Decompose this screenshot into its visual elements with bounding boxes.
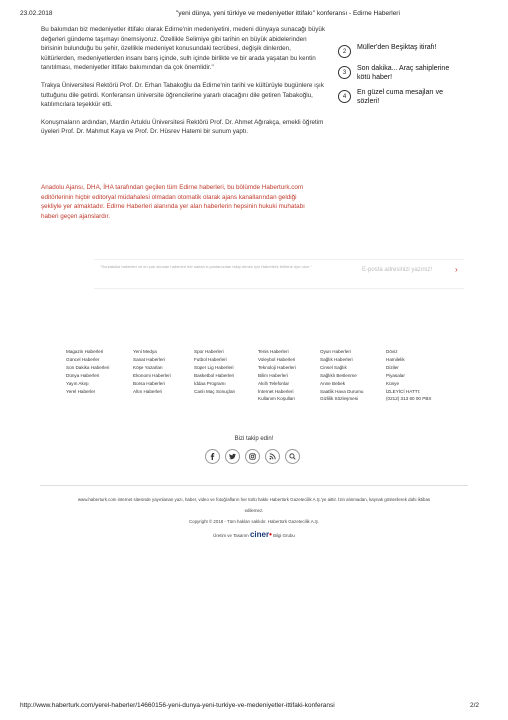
producer-group: Bilgi Grubu bbox=[273, 533, 295, 538]
footer-link[interactable]: Diziler bbox=[386, 364, 399, 370]
most-read-item[interactable] bbox=[338, 89, 458, 106]
footer-link[interactable]: Sağlık Haberleri bbox=[320, 356, 353, 362]
newsletter-text: "Sondakika haberleri ve en çok okunan haberleri her sabah e-postanızdan takip etmek için Habertürk bültene üye olun." bbox=[100, 264, 312, 269]
footer-link[interactable]: Ekonomi Haberleri bbox=[133, 372, 171, 378]
footer-link[interactable]: Saatlik Hava Durumu bbox=[320, 388, 364, 394]
print-url: http://www.haberturk.com/yerel-haberler/14660156-yeni-dunya-yeni-turkiye-ve-medeniyetler-ittifaki-konferansi bbox=[20, 702, 335, 709]
producer-credit bbox=[0, 530, 508, 539]
footer-link[interactable]: Akıllı Telefonlar bbox=[258, 380, 290, 386]
footer-link[interactable]: Sanat Haberleri bbox=[133, 356, 165, 362]
footer-link[interactable]: Teknoloji Haberleri bbox=[258, 364, 296, 370]
most-read-title[interactable]: En güzel cuma mesajları ve sözleri! bbox=[357, 89, 443, 105]
footer-column bbox=[133, 348, 171, 395]
most-read-item[interactable] bbox=[338, 65, 458, 82]
footer-link[interactable]: İddaa Programı bbox=[194, 380, 226, 386]
chevron-right-icon[interactable]: › bbox=[455, 265, 458, 274]
footer-link[interactable]: Yerel Haberler bbox=[66, 388, 96, 394]
footer-divider bbox=[40, 485, 468, 486]
footer-link[interactable]: Gizlilik Sözleşmesi bbox=[320, 396, 359, 402]
rss-icon[interactable] bbox=[265, 449, 280, 464]
footer-link[interactable]: Sağlıklı Beslenme bbox=[320, 372, 357, 378]
email-input[interactable]: E-posta adresinizi yazınız! bbox=[362, 267, 433, 273]
rank-badge: 3 bbox=[338, 66, 351, 79]
footer-link[interactable]: Yeni Medya bbox=[133, 349, 157, 354]
footer-link[interactable]: Magazin Haberleri bbox=[66, 349, 104, 354]
article-body bbox=[41, 25, 326, 145]
footer-link[interactable]: Cinsel Sağlık bbox=[320, 364, 347, 370]
article-paragraph: Trakya Üniversitesi Rektörü Prof. Dr. Erhan Tabakoğlu da Edirne'nin tarihi ve kültürüyle bugünlere ışık tuttuğunu dile getirdi. Konferansın üniversite öğrencilerine yararlı olacağını dile getiren Tabakoğlu, katılımcılara teşekkür etti. bbox=[41, 81, 324, 109]
footer-column bbox=[66, 348, 109, 395]
producer-label: Üretim ve Tasarım bbox=[213, 533, 249, 538]
footer-link[interactable]: Futbol Haberleri bbox=[194, 356, 227, 362]
footer-link[interactable]: Voleybol Haberleri bbox=[258, 356, 296, 362]
footer-link[interactable]: Köşe Yazarları bbox=[133, 364, 163, 370]
rank-badge: 2 bbox=[338, 45, 351, 58]
contact-label: İZLEYİCİ HATTI: bbox=[386, 388, 421, 394]
most-read-item[interactable] bbox=[338, 44, 458, 58]
footer-link[interactable]: Oyun Haberleri bbox=[320, 349, 351, 354]
footer-link[interactable]: Süper Lig Haberleri bbox=[194, 364, 234, 370]
footer-link[interactable]: Dünya Haberleri bbox=[66, 372, 100, 378]
footer-link[interactable]: Basketbol Haberleri bbox=[194, 372, 235, 378]
legal-notice: www.haberturk.com internet sitesinde yayınlanan yazı, haber, video ve fotoğrafların her türlü hakkı Habertürk Gazetecilik A.Ş.'ye aittir. İzin alınmadan, kaynak gösterilerek dahi iktibas bbox=[77, 497, 431, 502]
print-date: 23.02.2018 bbox=[20, 10, 53, 17]
footer-link[interactable]: Hamilelik bbox=[386, 356, 405, 362]
rank-badge: 4 bbox=[338, 90, 351, 103]
print-title: "yeni dünya, yeni türkiye ve medeniyetler ittifakı" konferansı - Edirne Haberleri bbox=[176, 10, 400, 17]
footer-link[interactable]: Spor Haberleri bbox=[194, 349, 224, 354]
article-paragraph: Bu bakımdan biz medeniyetler ittifakı olarak Edirne'nin medeniyetini, medeni dünyaya sunacağı büyük değerleri gündeme taşımayı önemsiyoruz. Özellikle Selimiye gibi tarihin en büyük abidelerinden birisinin bulunduğu bu şehir, özellikle medeniyet konusundaki tecrübesi, değişik dinlerden, kültürlerden, medeniyetlerden insanı barış içinde, sulh içinde birlikte ve bir arada yaşatan bu kentin tanıtılması, medeniyetler ittifakı bakımından da çok önemlidir." bbox=[41, 26, 326, 72]
most-read-title[interactable]: Son dakika... Araç sahiplerine kötü haber! bbox=[357, 65, 450, 81]
footer-link[interactable]: Canlı Maç Sonuçları bbox=[194, 388, 236, 394]
follow-title: Bizi takip edin! bbox=[234, 436, 274, 442]
footer-link[interactable]: İnternet Haberleri bbox=[258, 388, 294, 394]
agency-disclaimer: Anadolu Ajansı, DHA, İHA tarafından geçilen tüm Edirne haberleri, bu bölümde Haberturk.com editörlerinin hiçbir editoryal müdahalesi olmadan otomatik olarak ajans kanallarından geldiği şekliyle yer almaktadır. Edirne Haberleri alanında yer alan haberlerin hepsinin hukuki muhatabı haberi geçen ajanslardır. bbox=[41, 184, 305, 220]
copyright: Copyright © 2018 - Tüm hakları saklıdır. Habertürk Gazetecilik A.Ş. bbox=[188, 519, 320, 524]
footer-link[interactable]: Künye bbox=[386, 380, 400, 386]
instagram-icon[interactable] bbox=[245, 449, 260, 464]
footer-link[interactable]: Son Dakika Haberleri bbox=[66, 364, 110, 370]
footer-column bbox=[194, 348, 235, 395]
social-icons bbox=[205, 449, 300, 464]
footer-link[interactable]: Yayın Akışı bbox=[66, 380, 89, 386]
footer-link[interactable]: Tenis Haberleri bbox=[258, 349, 289, 354]
footer-link[interactable]: Altın Haberleri bbox=[133, 388, 163, 394]
footer-link[interactable]: Kullanım Koşulları bbox=[258, 396, 296, 402]
contact-phone: (0212) 313 60 00 PBX bbox=[386, 396, 432, 402]
footer-link[interactable]: Bilim Haberleri bbox=[258, 372, 288, 378]
most-read-list bbox=[338, 44, 458, 113]
footer-link[interactable]: Güncel Haberler bbox=[66, 356, 100, 362]
newsletter-box bbox=[94, 259, 464, 289]
footer-link[interactable]: Döviz bbox=[386, 349, 398, 354]
article-paragraph: Konuşmaların ardından, Mardin Artuklu Üniversitesi Rektörü Prof. Dr. Ahmet Ağırakça, emekli öğretim üyeleri Prof. Dr. Mahmut Kaya ve Prof. Dr. Hüsrev Hatemi bir sunum yaptı. bbox=[41, 118, 324, 136]
search-icon[interactable] bbox=[285, 449, 300, 464]
footer-link[interactable]: Piyasalar bbox=[386, 372, 405, 378]
page-number: 2/2 bbox=[470, 702, 480, 709]
footer-link[interactable]: Anne Bebek bbox=[320, 380, 346, 386]
twitter-icon[interactable] bbox=[225, 449, 240, 464]
legal-notice-cont: edilemez. bbox=[244, 508, 264, 513]
footer-column bbox=[320, 348, 363, 403]
facebook-icon[interactable] bbox=[205, 449, 220, 464]
most-read-title[interactable]: Müller'den Beşiktaş itirafı! bbox=[357, 44, 437, 51]
footer-column bbox=[386, 348, 431, 403]
footer-link[interactable]: Borsa Haberleri bbox=[133, 380, 165, 386]
footer-column bbox=[258, 348, 296, 403]
ciner-logo[interactable]: ciner• bbox=[249, 530, 272, 539]
